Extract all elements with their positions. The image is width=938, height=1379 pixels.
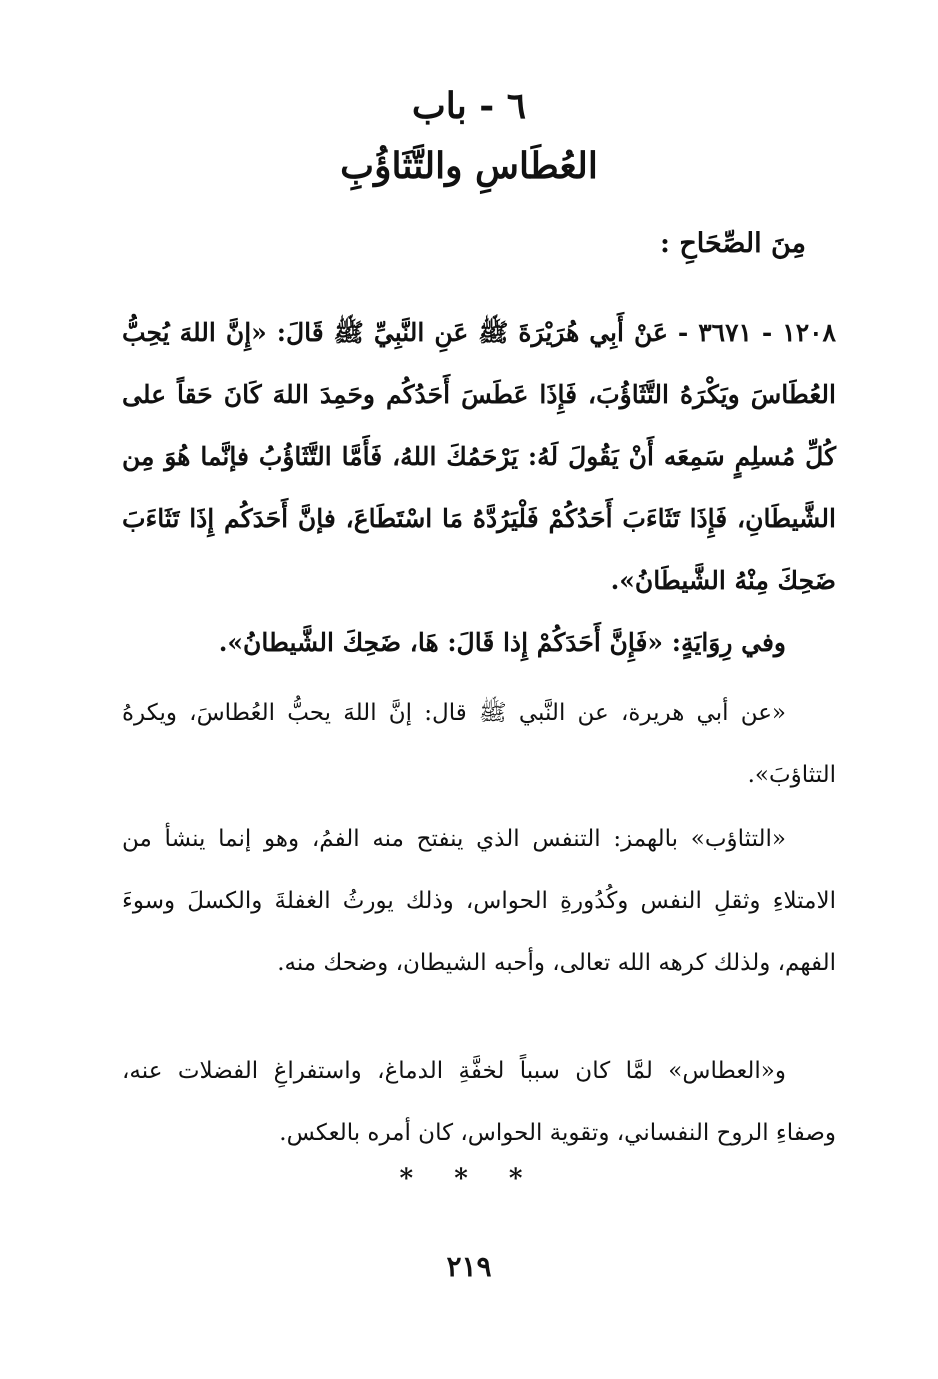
chapter-title: العُطَاسِ والتَّثَاؤُبِ: [340, 145, 598, 187]
section-separator: * * *: [399, 1164, 539, 1194]
commentary-text: «التثاؤب» بالهمز: التنفس الذي ينفتح منه الفمُ، وهو إنما ينشأ من الامتلاءِ وثقلِ النفس وكُدُورةِ الحواس، وذلك يورثُ الغفلةَ والكسلَ وسوءَ الفهم، ولذلك كرهه الله تعالى، وأحبه الشيطان، وضحك منه.: [122, 826, 836, 976]
commentary-text: و«العطاس» لمَّا كان سبباً لخفَّةِ الدماغ، واستفراغِ الفضلات عنه، وصفاءِ الروح النفساني، وتقوية الحواس، كان أمره بالعكس.: [122, 1058, 836, 1146]
hadith-block: [122, 302, 836, 674]
commentary-paragraph-3: [122, 1040, 836, 1164]
commentary-text: «عن أبي هريرة، عن النَّبي ﷺ قال: إنَّ اللهَ يحبُّ العُطاسَ، ويكرهُ التثاؤبَ».: [122, 700, 836, 788]
commentary-paragraph-2: [122, 808, 836, 994]
page-number: ٢١٩: [446, 1250, 492, 1283]
commentary-paragraph-1: [122, 682, 836, 806]
hadith-variant: وفي رِوَايَةٍ: «فَإِنَّ أَحَدَكُمْ إِذا قَالَ: هَا، ضَحِكَ الشَّيطانُ».: [218, 628, 786, 657]
chapter-number: ٦ - باب: [411, 85, 527, 127]
section-label: مِنَ الصِّحَاحِ :: [659, 228, 806, 259]
hadith-text: ١٢٠٨ - ٣٦٧١ - عَنْ أَبِي هُرَيْرَةَ ﷺ عَنِ النَّبِيِّ ﷺ قَالَ: «إِنَّ اللهَ يُحِبُّ العُطَاسَ ويَكْرَهُ التَّثَاؤُبَ، فَإِذَا عَطَسَ أَحَدُكُم وحَمِدَ اللهَ كَانَ حَقاً على كُلِّ مُسلِمٍ سَمِعَه أَنْ يَقُولَ لَهُ: يَرْحَمُكَ اللهُ، فَأَمَّا التَّثَاؤُبُ فإنَّما هُوَ مِن الشَّيطَانِ، فَإِذَا تَثَاءَبَ أَحَدُكُمْ فَلْيَرُدَّهُ مَا اسْتَطَاعَ، فإنَّ أَحَدَكُم إِذَا تَثَاءَبَ ضَحِكَ مِنْهُ الشَّيطَانُ».: [122, 318, 836, 595]
